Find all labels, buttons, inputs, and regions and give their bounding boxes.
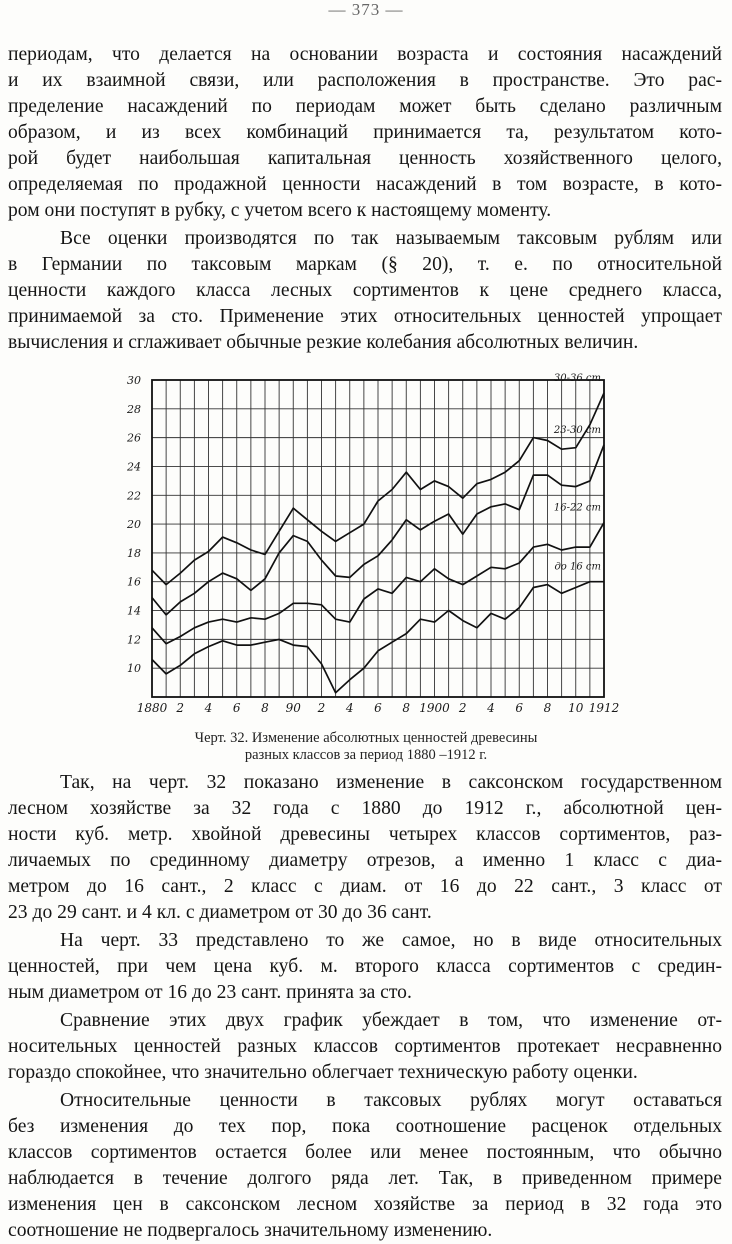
series-label: 16-22 cm	[553, 502, 601, 514]
series-label: 30-36 cm	[553, 372, 601, 384]
x-tick-label: 2	[458, 701, 467, 715]
text-line: личаемых по срединному диаметру отрезов, а именно 1 класс с диа-	[8, 850, 722, 871]
x-tick-label: 8	[261, 701, 269, 715]
y-tick-label: 24	[127, 460, 141, 474]
text-line: изменения цен в саксонском лесном хозяйстве за период в 32 года это	[8, 1194, 722, 1215]
text-line: определяемая по продажной ценности насаждений в том возрасте, в кото-	[8, 174, 722, 195]
x-tick-label: 1880	[136, 701, 168, 715]
x-tick-label: 6	[515, 701, 524, 715]
text-line: соотношение не подвергалось значительному изменению.	[8, 1220, 493, 1241]
y-tick-label: 10	[127, 662, 141, 676]
y-tick-label: 12	[127, 633, 141, 647]
figure-caption-line-2: разных классов за период 1880 –1912 г.	[244, 747, 488, 763]
text-line: принимаемой за сто. Применение этих относительных ценностей упрощает	[8, 306, 722, 327]
figure-caption-line-1: Черт. 32. Изменение абсолютных ценностей древесины	[194, 730, 538, 746]
text-line: гораздо спокойнее, что значительно облегчает техническую работу оценки.	[8, 1062, 638, 1083]
line-chart	[112, 372, 624, 717]
x-tick-label: 1912	[588, 701, 620, 715]
y-tick-label: 20	[127, 518, 141, 532]
text-line: 23 до 29 сант. и 4 кл. с диаметром от 30 до 36 сант.	[8, 902, 432, 923]
paragraph-6	[8, 1088, 722, 1244]
paragraph-3	[8, 770, 722, 926]
paragraph-5	[8, 1008, 722, 1086]
y-tick-label: 26	[127, 431, 141, 445]
text-line: Все оценки производятся по так называемым таксовым рублям или	[60, 228, 722, 249]
text-line: ным диаметром от 16 до 23 сант. принята за сто.	[8, 982, 412, 1003]
series-label: 23-30 cm	[553, 424, 601, 436]
x-tick-label: 90	[285, 701, 301, 715]
x-tick-label: 8	[402, 701, 411, 715]
series-label: до 16 cm	[554, 561, 601, 573]
text-line: На черт. 33 представлено то же самое, но в виде относительных	[60, 930, 722, 951]
figure-32	[112, 372, 624, 717]
text-line: классов сортиментов остается более или менее постоянным, что обычно	[8, 1142, 722, 1163]
text-line: ценности каждого класса лесных сортиментов к цене среднего класса,	[8, 280, 722, 301]
x-tick-label: 4	[204, 701, 213, 715]
x-tick-label: 2	[317, 701, 326, 715]
text-line: и их взаимной связи, или расположения в пространстве. Это рас-	[8, 70, 722, 91]
text-line: рой будет наибольшая капитальная ценность хозяйственного целого,	[8, 148, 722, 169]
text-line: наблюдается в течение долгого ряда лет. Так, в приведенном примере	[8, 1168, 722, 1189]
y-tick-label: 16	[127, 575, 141, 589]
y-tick-label: 18	[127, 546, 141, 560]
page-number: — 373 —	[328, 0, 404, 19]
text-line: носительных ценностей разных классов сортиментов протекает несравненно	[8, 1036, 722, 1057]
x-tick-label: 8	[543, 701, 552, 715]
text-line: пределение насаждений по периодам может быть сделано различным	[8, 96, 722, 117]
text-line: в Германии по таксовым маркам (§ 20), т. е. по относительной	[8, 254, 722, 275]
x-tick-label: 4	[345, 701, 354, 715]
text-line: без изменения до тех пор, пока соотношение расценок отдельных	[8, 1116, 722, 1137]
y-tick-label: 28	[127, 402, 141, 416]
text-line: Относительные ценности в таксовых рублях могут оставаться	[60, 1090, 722, 1111]
text-line: вычисления и сглаживает обычные резкие колебания абсолютных величин.	[8, 332, 639, 353]
x-tick-label: 2	[176, 701, 185, 715]
text-line: образом, и из всех комбинаций принимается та, результатом кото-	[8, 122, 722, 143]
x-tick-label: 6	[232, 701, 241, 715]
y-tick-label: 14	[127, 604, 141, 618]
x-tick-label: 1900	[419, 701, 450, 715]
text-line: ценностей, при чем цена куб. м. второго класса сортиментов с средин-	[8, 956, 722, 977]
paragraph-2	[8, 226, 722, 356]
text-line: Сравнение этих двух график убеждает в том, что изменение от-	[60, 1010, 722, 1031]
paragraph-1	[8, 42, 722, 224]
text-line: периодам, что делается на основании возраста и состояния насаждений	[8, 44, 722, 65]
text-line: лесном хозяйстве за 32 года с 1880 до 1912 г., абсолютной цен-	[8, 798, 722, 819]
text-line: метром до 16 сант., 2 класс с диам. от 16 до 22 сант., 3 класс от	[8, 876, 722, 897]
x-tick-label: 6	[374, 701, 382, 715]
x-tick-label: 10	[568, 701, 584, 715]
text-line: ром они поступят в рубку, с учетом всего к настоящему моменту.	[8, 200, 552, 221]
x-tick-label: 4	[487, 701, 495, 715]
text-line: Так, на черт. 32 показано изменение в саксонском государственном	[60, 772, 722, 793]
y-tick-label: 30	[127, 374, 141, 387]
text-line: ности куб. метр. хвойной древесины четырех классов сортиментов, раз-	[8, 824, 722, 845]
paragraph-4	[8, 928, 722, 1006]
y-tick-label: 22	[127, 489, 141, 503]
